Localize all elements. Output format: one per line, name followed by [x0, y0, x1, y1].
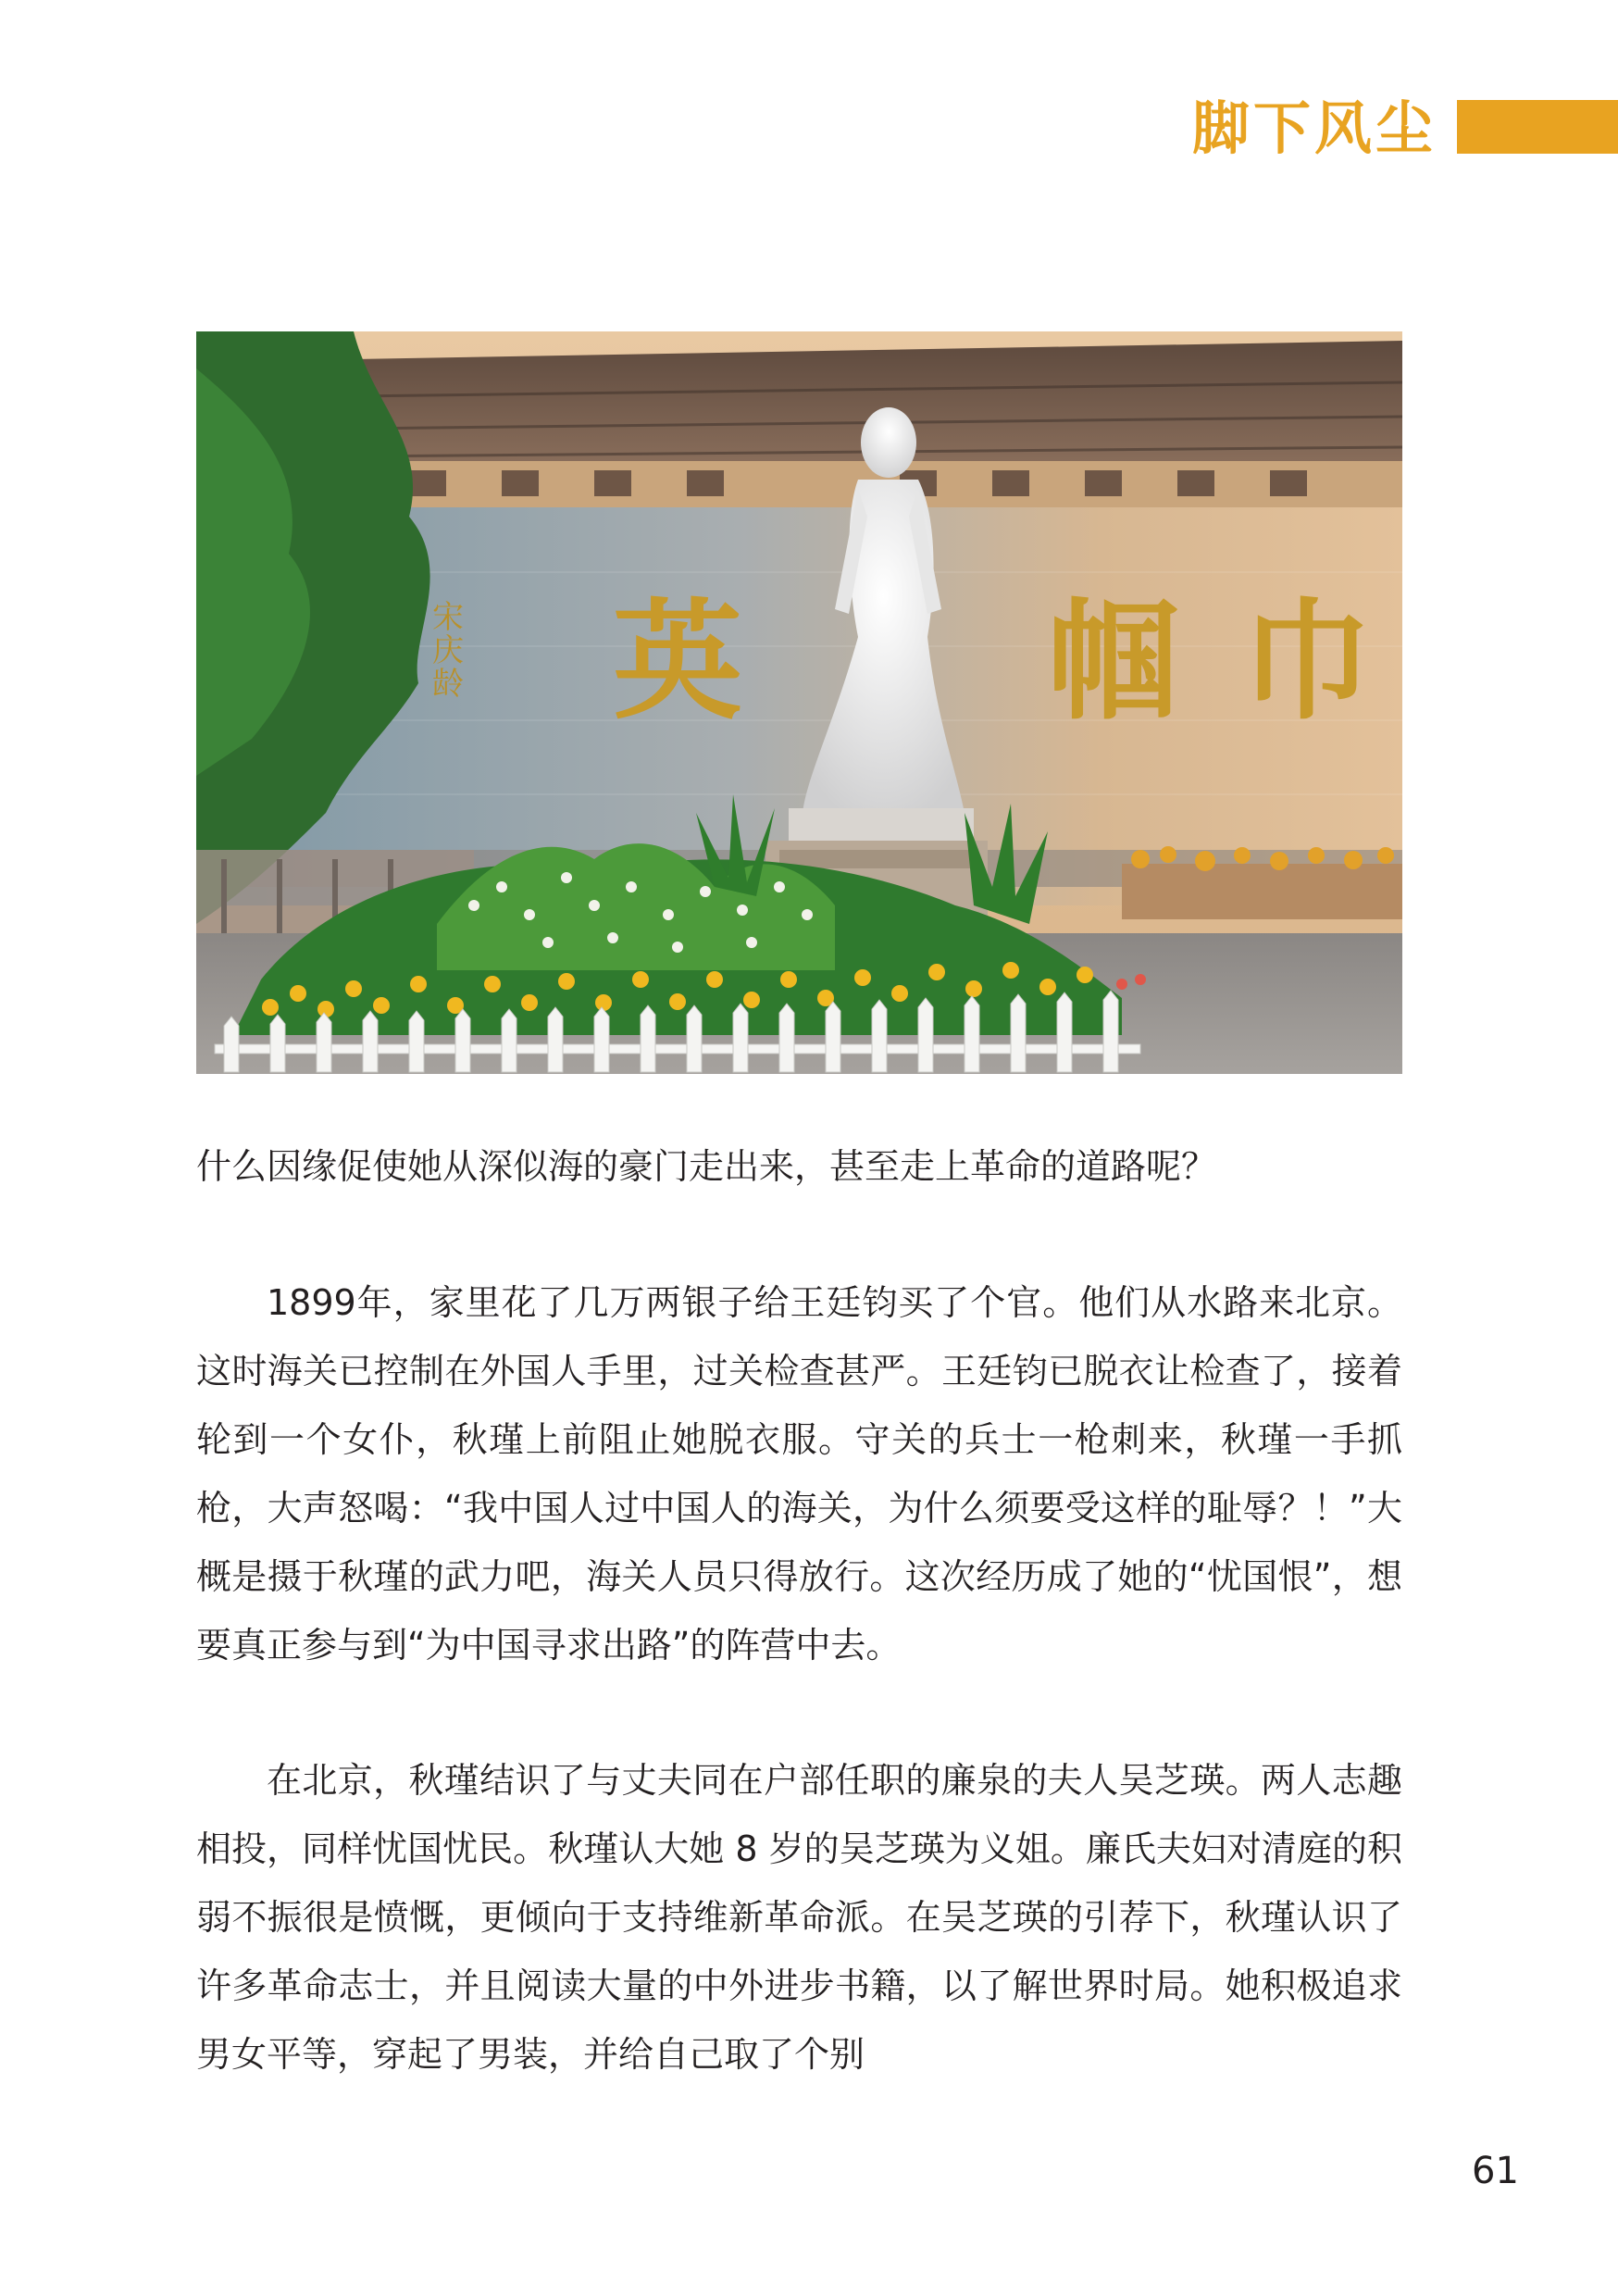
inscription-char-3: 英 — [613, 586, 743, 738]
signature-text: 宋庆龄 — [432, 599, 464, 703]
memorial-photo — [196, 331, 1402, 1074]
inscription-char-1: 巾 — [1242, 586, 1373, 738]
header-accent-bar — [1457, 100, 1618, 154]
inscription-char-2: 帼 — [1048, 586, 1178, 738]
page-number: 61 — [1472, 2150, 1519, 2192]
paragraph-1: 什么因缘促使她从深似海的豪门走出来，甚至走上革命的道路呢？ — [196, 1146, 1217, 1187]
paragraph-2: 1899年，家里花了几万两银子给王廷钧买了个官。他们从水路来北京。这时海关已控制在外国人手里，过关检查甚严。王廷钧已脱衣让检查了，接着轮到一个女仆，秋瑾上前阻止她脱衣服。守关的兵士一枪刺来，秋瑾一手抓枪，大声怒喝：“我中国人过中国人的海关，为什么须要受这样的耻辱？！”大概是摄于秋瑾的武力吧，海关人员只得放行。这次经历成了她的“忧国恨”，想要真正参与到“为中国寻求出路”的阵营中去。 — [196, 1282, 1402, 1666]
paragraph-3: 在北京，秋瑾结识了与丈夫同在户部任职的廉泉的夫人吴芝瑛。两人志趣相投，同样忧国忧民。秋瑾认大她 8 岁的吴芝瑛为义姐。廉氏夫妇对清庭的积弱不振很是愤慨，更倾向于支持维新革命派。在吴芝瑛的引荐下，秋瑾认识了许多革命志士，并且阅读大量的中外进步书籍，以了解世界时局。她积极追求男女平等，穿起了男装，并给自己取了个别 — [196, 1760, 1402, 2075]
section-title: 脚下风尘 — [1191, 94, 1437, 162]
